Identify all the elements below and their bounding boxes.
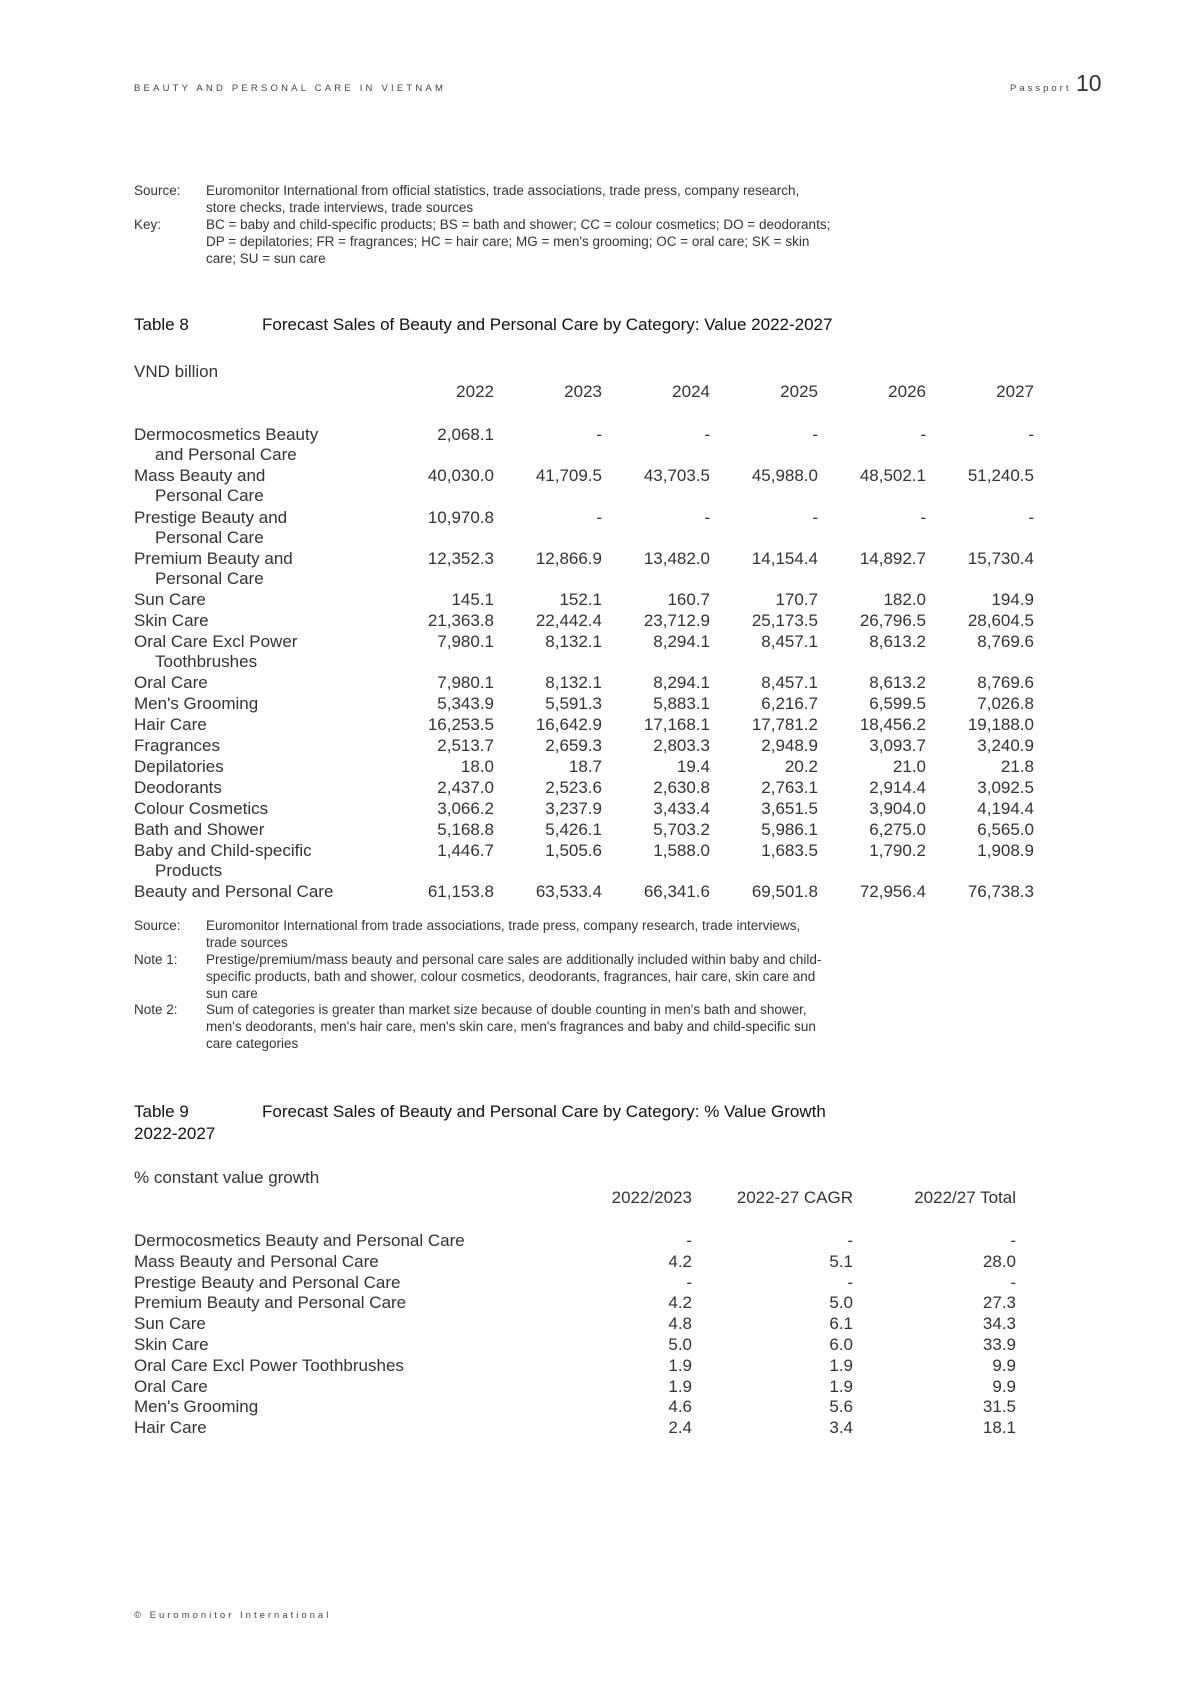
table-cell: - — [812, 508, 818, 527]
table-cell: 6,565.0 — [977, 820, 1034, 839]
table-cell: 3,433.4 — [653, 799, 710, 818]
table8-label: Table 8 — [134, 315, 189, 334]
row-label-line: Sun Care — [134, 590, 206, 609]
table-cell: 31.5 — [982, 1397, 1016, 1417]
table-cell: 45,988.0 — [751, 466, 818, 485]
table-cell: 5.1 — [829, 1251, 853, 1271]
table-cell: 8,132.1 — [545, 673, 602, 692]
table-cell: 33.9 — [982, 1335, 1016, 1354]
table-cell: 5.0 — [668, 1335, 692, 1354]
document-header-title: BEAUTY AND PERSONAL CARE IN VIETNAM — [134, 83, 447, 94]
table-cell: 19,188.0 — [967, 715, 1034, 734]
table-cell: 194.9 — [991, 590, 1034, 609]
note-text — [206, 951, 1191, 1002]
row-label: Oral Care Excl Power Toothbrushes — [134, 1355, 404, 1375]
table-cell: 18,456.2 — [859, 715, 926, 734]
table-cell: 12,866.9 — [535, 549, 602, 568]
row-label-line: Prestige Beauty and — [134, 508, 288, 527]
table-cell: 12,352.3 — [427, 549, 494, 568]
table9-title-continued: 2022-2027 — [134, 1124, 216, 1143]
table-cell: 13,482.0 — [643, 549, 710, 568]
table-cell: - — [1028, 508, 1034, 527]
row-label: Skin Care — [134, 1335, 209, 1354]
table-cell: 2.4 — [668, 1418, 692, 1438]
note-line: care categories — [206, 1036, 299, 1051]
table8-column-header: 2023 — [564, 382, 602, 401]
table-cell: - — [1010, 1272, 1016, 1292]
table-cell: 1.9 — [829, 1376, 853, 1396]
table-cell: 170.7 — [775, 590, 818, 609]
table-cell: 3,904.0 — [869, 799, 926, 818]
table-cell: - — [596, 425, 602, 444]
table-cell: 1,446.7 — [437, 841, 494, 860]
table8-title: Forecast Sales of Beauty and Personal Care by Category: Value 2022-2027 — [262, 315, 833, 334]
table-cell: 8,769.6 — [977, 673, 1034, 692]
table-cell: 1.9 — [668, 1376, 692, 1396]
table8-column-header: 2025 — [780, 382, 818, 401]
row-label-line: Men's Grooming — [134, 694, 259, 713]
table-cell: 76,738.3 — [967, 882, 1034, 901]
table-cell: 2,630.8 — [653, 778, 710, 797]
table-cell: 2,659.3 — [545, 736, 602, 755]
table9-column-header: 2022/27 Total — [914, 1188, 1016, 1207]
table-cell: 5.6 — [829, 1397, 853, 1417]
table-cell: 6.1 — [829, 1314, 853, 1334]
table-cell: 5,883.1 — [653, 694, 710, 713]
table-cell: 15,730.4 — [967, 549, 1034, 568]
table-cell: 6,599.5 — [869, 694, 926, 713]
table9-column-header: 2022/2023 — [611, 1188, 692, 1207]
table-cell: 1,683.5 — [761, 841, 818, 860]
row-label-line: Premium Beauty and — [134, 549, 293, 568]
row-label-line: Hair Care — [134, 715, 207, 734]
table-cell: 2,948.9 — [761, 736, 818, 755]
table-cell: 41,709.5 — [535, 466, 602, 485]
table-cell: 3,240.9 — [977, 736, 1034, 755]
table-cell: 9.9 — [992, 1376, 1016, 1396]
table-cell: 3,237.9 — [545, 799, 602, 818]
note-label: Note 1: — [134, 952, 178, 967]
row-label: Oral Care — [134, 1376, 208, 1396]
note-text — [206, 182, 1191, 216]
row-label-line: Colour Cosmetics — [134, 799, 269, 818]
table-cell: 17,781.2 — [751, 715, 818, 734]
row-label-line: Personal Care — [155, 528, 264, 547]
table-cell: - — [686, 1272, 692, 1292]
table-cell: 5,426.1 — [545, 820, 602, 839]
table-cell: 5,168.8 — [437, 820, 494, 839]
table-cell: 145.1 — [451, 590, 494, 609]
row-label-line: Bath and Shower — [134, 820, 265, 839]
table-cell: 61,153.8 — [427, 882, 494, 901]
table-cell: 18.7 — [568, 757, 602, 776]
note-line: specific products, bath and shower, colour cosmetics, deodorants, fragrances, hair care, skin care and — [206, 969, 816, 984]
note-line: Euromonitor International from trade associations, trade press, company research, trade interviews, — [206, 918, 801, 933]
row-label-line: Mass Beauty and — [134, 466, 266, 485]
table-cell: 1,790.2 — [869, 841, 926, 860]
note-text — [206, 917, 1191, 951]
table-cell: 8,132.1 — [545, 632, 602, 651]
note-label: Source: — [134, 183, 181, 198]
table-cell: 51,240.5 — [967, 466, 1034, 485]
table-cell: 10,970.8 — [427, 508, 494, 527]
table8-column-header: 2024 — [672, 382, 710, 401]
table-cell: 22,442.4 — [535, 611, 602, 630]
table-cell: 14,892.7 — [859, 549, 926, 568]
table-cell: 8,294.1 — [653, 673, 710, 692]
table-cell: 66,341.6 — [643, 882, 710, 901]
table-cell: 18.0 — [460, 757, 494, 776]
table-cell: 8,613.2 — [869, 673, 926, 692]
table-cell: 18.1 — [982, 1418, 1016, 1438]
table-cell: 5,986.1 — [761, 820, 818, 839]
table-cell: 21.8 — [1000, 757, 1034, 776]
table-cell: 2,914.4 — [869, 778, 926, 797]
table9-label: Table 9 — [134, 1102, 189, 1121]
note-label: Note 2: — [134, 1002, 178, 1017]
footer-copyright: © Euromonitor International — [134, 1610, 332, 1621]
row-label-line: Deodorants — [134, 778, 222, 797]
table-cell: 5.0 — [829, 1293, 853, 1313]
table-cell: 7,980.1 — [437, 673, 494, 692]
table-cell: - — [704, 425, 710, 444]
table9-unit: % constant value growth — [134, 1168, 320, 1187]
table-cell: 2,437.0 — [437, 778, 494, 797]
table-cell: 5,591.3 — [545, 694, 602, 713]
table8-column-header: 2022 — [456, 382, 494, 401]
table-cell: 1,588.0 — [653, 841, 710, 860]
document-header-passport: Passport — [1010, 83, 1072, 94]
note-line: care; SU = sun care — [206, 251, 326, 266]
table-cell: 20.2 — [784, 757, 818, 776]
table-cell: 72,956.4 — [859, 882, 926, 901]
row-label-line: Skin Care — [134, 611, 209, 630]
row-label: Men's Grooming — [134, 1397, 259, 1417]
table-cell: 6.0 — [829, 1335, 853, 1354]
row-label-line: Fragrances — [134, 736, 220, 755]
table-cell: 14,154.4 — [751, 549, 818, 568]
table-cell: 7,026.8 — [977, 694, 1034, 713]
table-cell: 1,908.9 — [977, 841, 1034, 860]
table8-column-header: 2027 — [996, 382, 1034, 401]
table-cell: 5,343.9 — [437, 694, 494, 713]
table8-column-header: 2026 — [888, 382, 926, 401]
row-label: Mass Beauty and Personal Care — [134, 1251, 379, 1271]
table-cell: 3,093.7 — [869, 736, 926, 755]
table-cell: 182.0 — [883, 590, 926, 609]
table-cell: - — [812, 425, 818, 444]
table-cell: 2,523.6 — [545, 778, 602, 797]
table9-column-header: 2022-27 CAGR — [736, 1188, 853, 1207]
row-label: Sun Care — [134, 1314, 206, 1334]
table-cell: 17,168.1 — [643, 715, 710, 734]
note-line: Sum of categories is greater than market size because of double counting in men's bath and shower, — [206, 1002, 807, 1017]
table-cell: 9.9 — [992, 1355, 1016, 1375]
row-label-line: Dermocosmetics Beauty — [134, 425, 319, 444]
table-cell: 8,457.1 — [761, 632, 818, 651]
table-cell: 3,066.2 — [437, 799, 494, 818]
note-line: Prestige/premium/mass beauty and personal care sales are additionally included within baby and child- — [206, 952, 822, 967]
table8-unit: VND billion — [134, 362, 219, 381]
table-cell: 4.2 — [668, 1251, 692, 1271]
table-cell: 160.7 — [667, 590, 710, 609]
table-cell: 8,613.2 — [869, 632, 926, 651]
table-cell: 2,513.7 — [437, 736, 494, 755]
table-cell: - — [1028, 425, 1034, 444]
row-label-line: Products — [155, 861, 223, 880]
table-cell: 8,457.1 — [761, 673, 818, 692]
table-cell: 26,796.5 — [859, 611, 926, 630]
row-label-line: Beauty and Personal Care — [134, 882, 334, 901]
table-cell: 63,533.4 — [535, 882, 602, 901]
table-cell: 4,194.4 — [977, 799, 1034, 818]
page-number: 10 — [1076, 70, 1102, 96]
table-cell: 6,275.0 — [869, 820, 926, 839]
table-cell: 48,502.1 — [859, 466, 926, 485]
table-cell: 7,980.1 — [437, 632, 494, 651]
table-cell: 8,769.6 — [977, 632, 1034, 651]
note-line: trade sources — [206, 935, 288, 950]
note-label: Source: — [134, 918, 181, 933]
table-cell: 21.0 — [892, 757, 926, 776]
note-line: sun care — [206, 986, 258, 1001]
table-cell: 2,068.1 — [437, 425, 494, 444]
table-cell: - — [847, 1231, 853, 1250]
table-cell: 16,253.5 — [427, 715, 494, 734]
note-line: BC = baby and child-specific products; BS = bath and shower; CC = colour cosmetics; DO = deodorants; — [206, 217, 831, 232]
table-cell: - — [920, 425, 926, 444]
row-label-line: Depilatories — [134, 757, 224, 776]
table-cell: 4.8 — [668, 1314, 692, 1334]
row-label-line: Baby and Child-specific — [134, 841, 312, 860]
row-label-line: Personal Care — [155, 569, 264, 588]
table-cell: 28.0 — [982, 1251, 1016, 1271]
table-cell: - — [847, 1272, 853, 1292]
table-cell: 34.3 — [982, 1314, 1016, 1334]
table-cell: 43,703.5 — [643, 466, 710, 485]
note-line: store checks, trade interviews, trade sources — [206, 200, 474, 215]
table-cell: 2,803.3 — [653, 736, 710, 755]
row-label: Premium Beauty and Personal Care — [134, 1293, 407, 1313]
table-cell: 23,712.9 — [643, 611, 710, 630]
table-cell: - — [596, 508, 602, 527]
row-label-line: Oral Care Excl Power — [134, 632, 298, 651]
table-cell: 21,363.8 — [427, 611, 494, 630]
table-cell: 1.9 — [829, 1355, 853, 1375]
row-label-line: Oral Care — [134, 673, 208, 692]
table-cell: 8,294.1 — [653, 632, 710, 651]
table-cell: 1.9 — [668, 1355, 692, 1375]
row-label-line: Toothbrushes — [155, 652, 258, 671]
table-cell: 5,703.2 — [653, 820, 710, 839]
table-cell: 4.6 — [668, 1397, 692, 1417]
table-cell: 16,642.9 — [535, 715, 602, 734]
table-cell: 25,173.5 — [751, 611, 818, 630]
note-line: DP = depilatories; FR = fragrances; HC = hair care; MG = men's grooming; OC = oral care; SK = skin — [206, 234, 810, 249]
row-label: Prestige Beauty and Personal Care — [134, 1272, 401, 1292]
note-line: Euromonitor International from official statistics, trade associations, trade press, company research, — [206, 183, 800, 198]
table-cell: 28,604.5 — [967, 611, 1034, 630]
table-cell: 40,030.0 — [427, 466, 494, 485]
table-cell: 27.3 — [982, 1293, 1016, 1313]
table-cell: - — [1010, 1231, 1016, 1250]
row-label-line: Personal Care — [155, 486, 264, 505]
row-label-line: and Personal Care — [155, 445, 297, 464]
note-line: men's deodorants, men's hair care, men's skin care, men's fragrances and baby and child-specific sun — [206, 1019, 816, 1034]
table-cell: 69,501.8 — [751, 882, 818, 901]
table9-title: Forecast Sales of Beauty and Personal Care by Category: % Value Growth — [262, 1102, 826, 1121]
table-cell: 6,216.7 — [761, 694, 818, 713]
row-label: Dermocosmetics Beauty and Personal Care — [134, 1231, 465, 1250]
note-text — [206, 216, 1191, 267]
note-text — [206, 1001, 1191, 1052]
table-cell: 3,092.5 — [977, 778, 1034, 797]
table-cell: - — [704, 508, 710, 527]
table-cell: - — [920, 508, 926, 527]
table-cell: 4.2 — [668, 1293, 692, 1313]
table-cell: 152.1 — [559, 590, 602, 609]
row-label: Hair Care — [134, 1418, 207, 1438]
table-cell: 19.4 — [676, 757, 710, 776]
table-cell: 1,505.6 — [545, 841, 602, 860]
table-cell: 3.4 — [829, 1418, 853, 1438]
table-cell: - — [686, 1231, 692, 1250]
table-cell: 2,763.1 — [761, 778, 818, 797]
note-label: Key: — [134, 217, 162, 232]
table-cell: 3,651.5 — [761, 799, 818, 818]
